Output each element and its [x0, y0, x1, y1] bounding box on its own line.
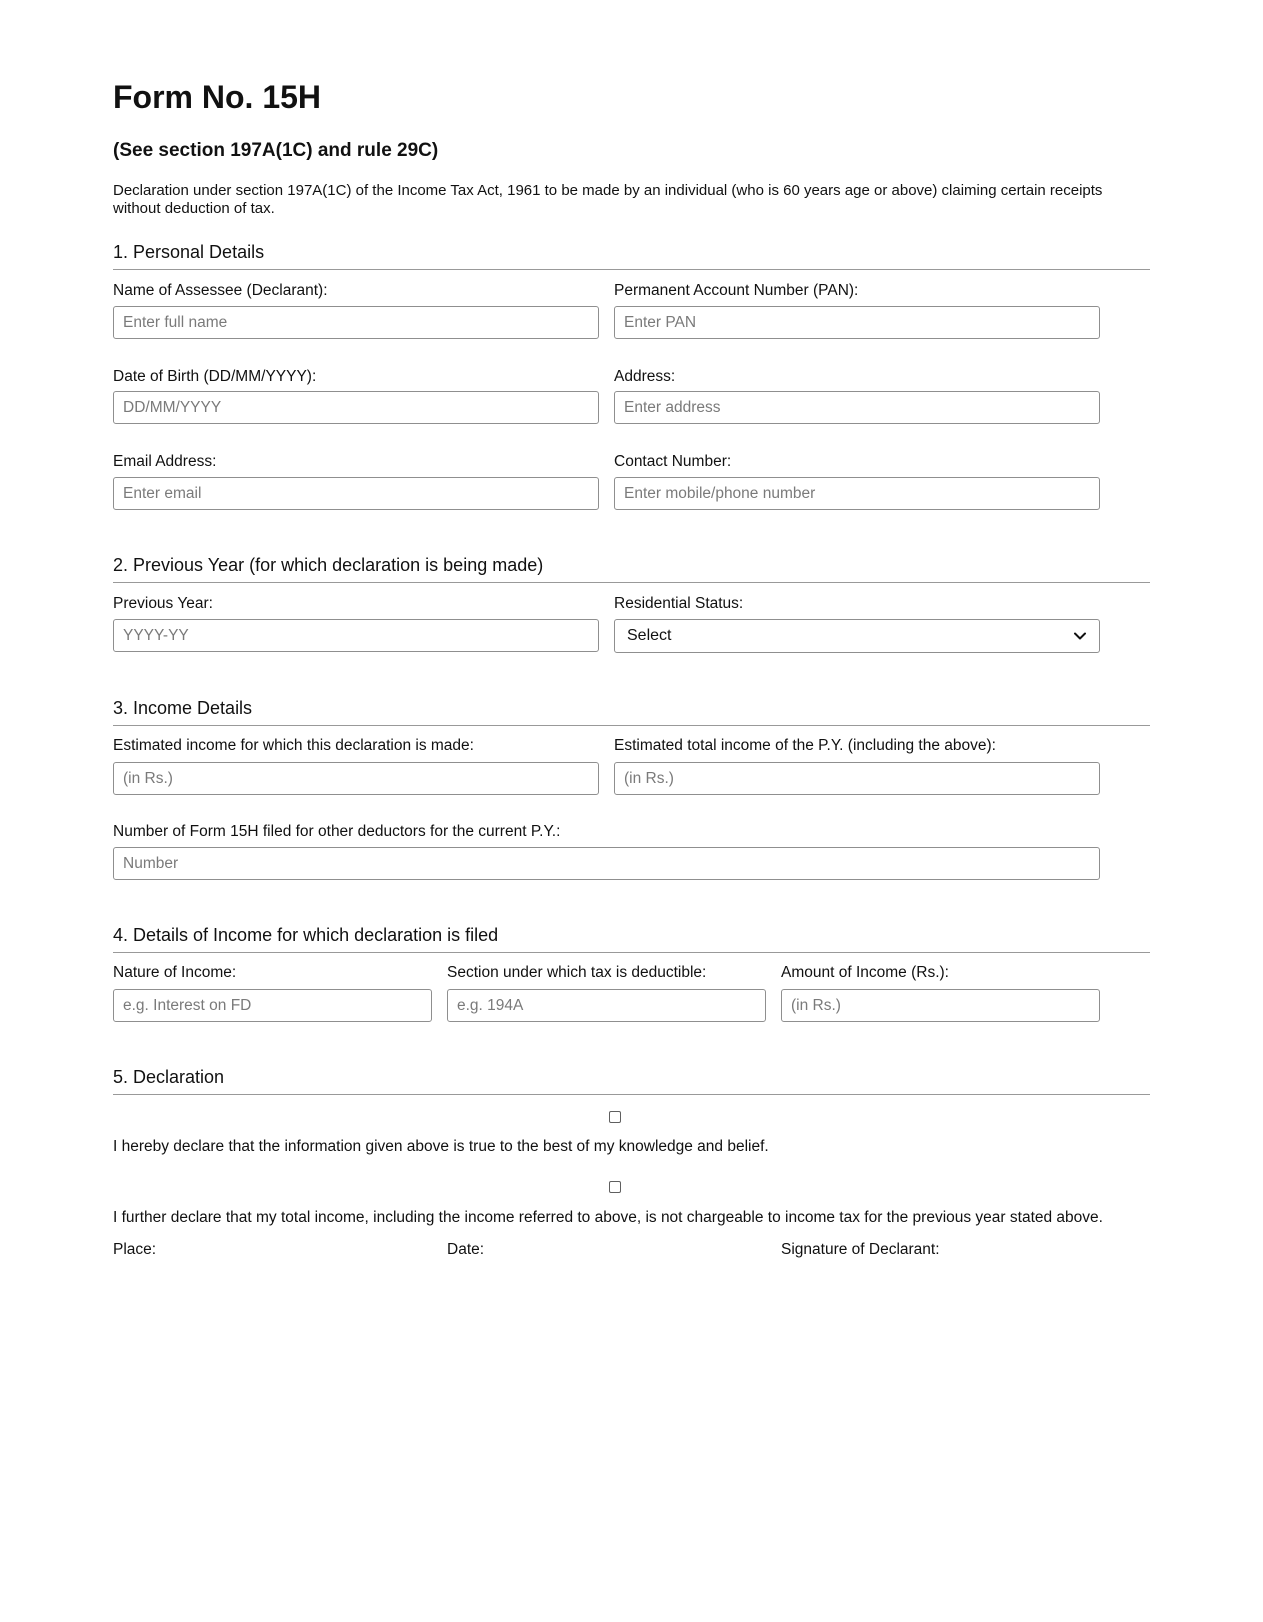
signature-label: Signature of Declarant: — [781, 1241, 940, 1258]
tax-section-label: Section under which tax is deductible: — [447, 964, 707, 981]
address-label: Address: — [614, 368, 676, 385]
estimated-total-income-label: Estimated total income of the P.Y. (including the above): — [614, 737, 996, 754]
page-title: Form No. 15H — [113, 79, 322, 115]
declaration-checkbox-2[interactable] — [609, 1181, 621, 1193]
previous-year-input[interactable] — [113, 619, 599, 652]
dob-label: Date of Birth (DD/MM/YYYY): — [113, 368, 317, 385]
forms-filed-count-input[interactable] — [113, 847, 1100, 880]
forms-filed-count-label: Number of Form 15H filed for other deductors for the current P.Y.: — [113, 823, 561, 840]
declaration-statement-1: I hereby declare that the information given above is true to the best of my knowledge and belief. — [113, 1138, 769, 1155]
email-input[interactable] — [113, 477, 599, 510]
section-declaration-title: 5. Declaration — [113, 1067, 1150, 1095]
chevron-down-icon — [1073, 629, 1087, 643]
section-income-details-title: 3. Income Details — [113, 698, 1150, 726]
residential-status-value: Select — [627, 627, 672, 644]
dob-input[interactable] — [113, 391, 599, 424]
name-label: Name of Assessee (Declarant): — [113, 282, 328, 299]
contact-input[interactable] — [614, 477, 1100, 510]
pan-input[interactable] — [614, 306, 1100, 339]
estimated-income-label: Estimated income for which this declaration is made: — [113, 737, 474, 754]
amount-of-income-input[interactable] — [781, 989, 1100, 1022]
form-description: Declaration under section 197A(1C) of the Income Tax Act, 1961 to be made by an individual (who is 60 years age or above) claiming certain receipts without deduction of tax. — [113, 182, 1103, 217]
previous-year-label: Previous Year: — [113, 595, 213, 612]
nature-of-income-input[interactable] — [113, 989, 432, 1022]
pan-label: Permanent Account Number (PAN): — [614, 282, 859, 299]
blank-area — [0, 1292, 1263, 1622]
date-label: Date: — [447, 1241, 485, 1258]
place-label: Place: — [113, 1241, 157, 1258]
estimated-income-input[interactable] — [113, 762, 599, 795]
amount-of-income-label: Amount of Income (Rs.): — [781, 964, 949, 981]
declaration-checkbox-1[interactable] — [609, 1111, 621, 1123]
section-income-declaration-title: 4. Details of Income for which declaration is filed — [113, 925, 1150, 953]
section-previous-year-title: 2. Previous Year (for which declaration is being made) — [113, 555, 1150, 583]
tax-section-input[interactable] — [447, 989, 766, 1022]
email-label: Email Address: — [113, 453, 217, 470]
estimated-total-income-input[interactable] — [614, 762, 1100, 795]
section-personal-details-title: 1. Personal Details — [113, 242, 1150, 270]
name-input[interactable] — [113, 306, 599, 339]
declaration-statement-2: I further declare that my total income, including the income referred to above, is not chargeable to income tax for the previous year stated above. — [113, 1209, 1103, 1226]
address-input[interactable] — [614, 391, 1100, 424]
nature-of-income-label: Nature of Income: — [113, 964, 237, 981]
residential-status-select[interactable] — [614, 619, 1100, 653]
page-subtitle: (See section 197A(1C) and rule 29C) — [113, 140, 439, 161]
residential-status-label: Residential Status: — [614, 595, 744, 612]
contact-label: Contact Number: — [614, 453, 732, 470]
